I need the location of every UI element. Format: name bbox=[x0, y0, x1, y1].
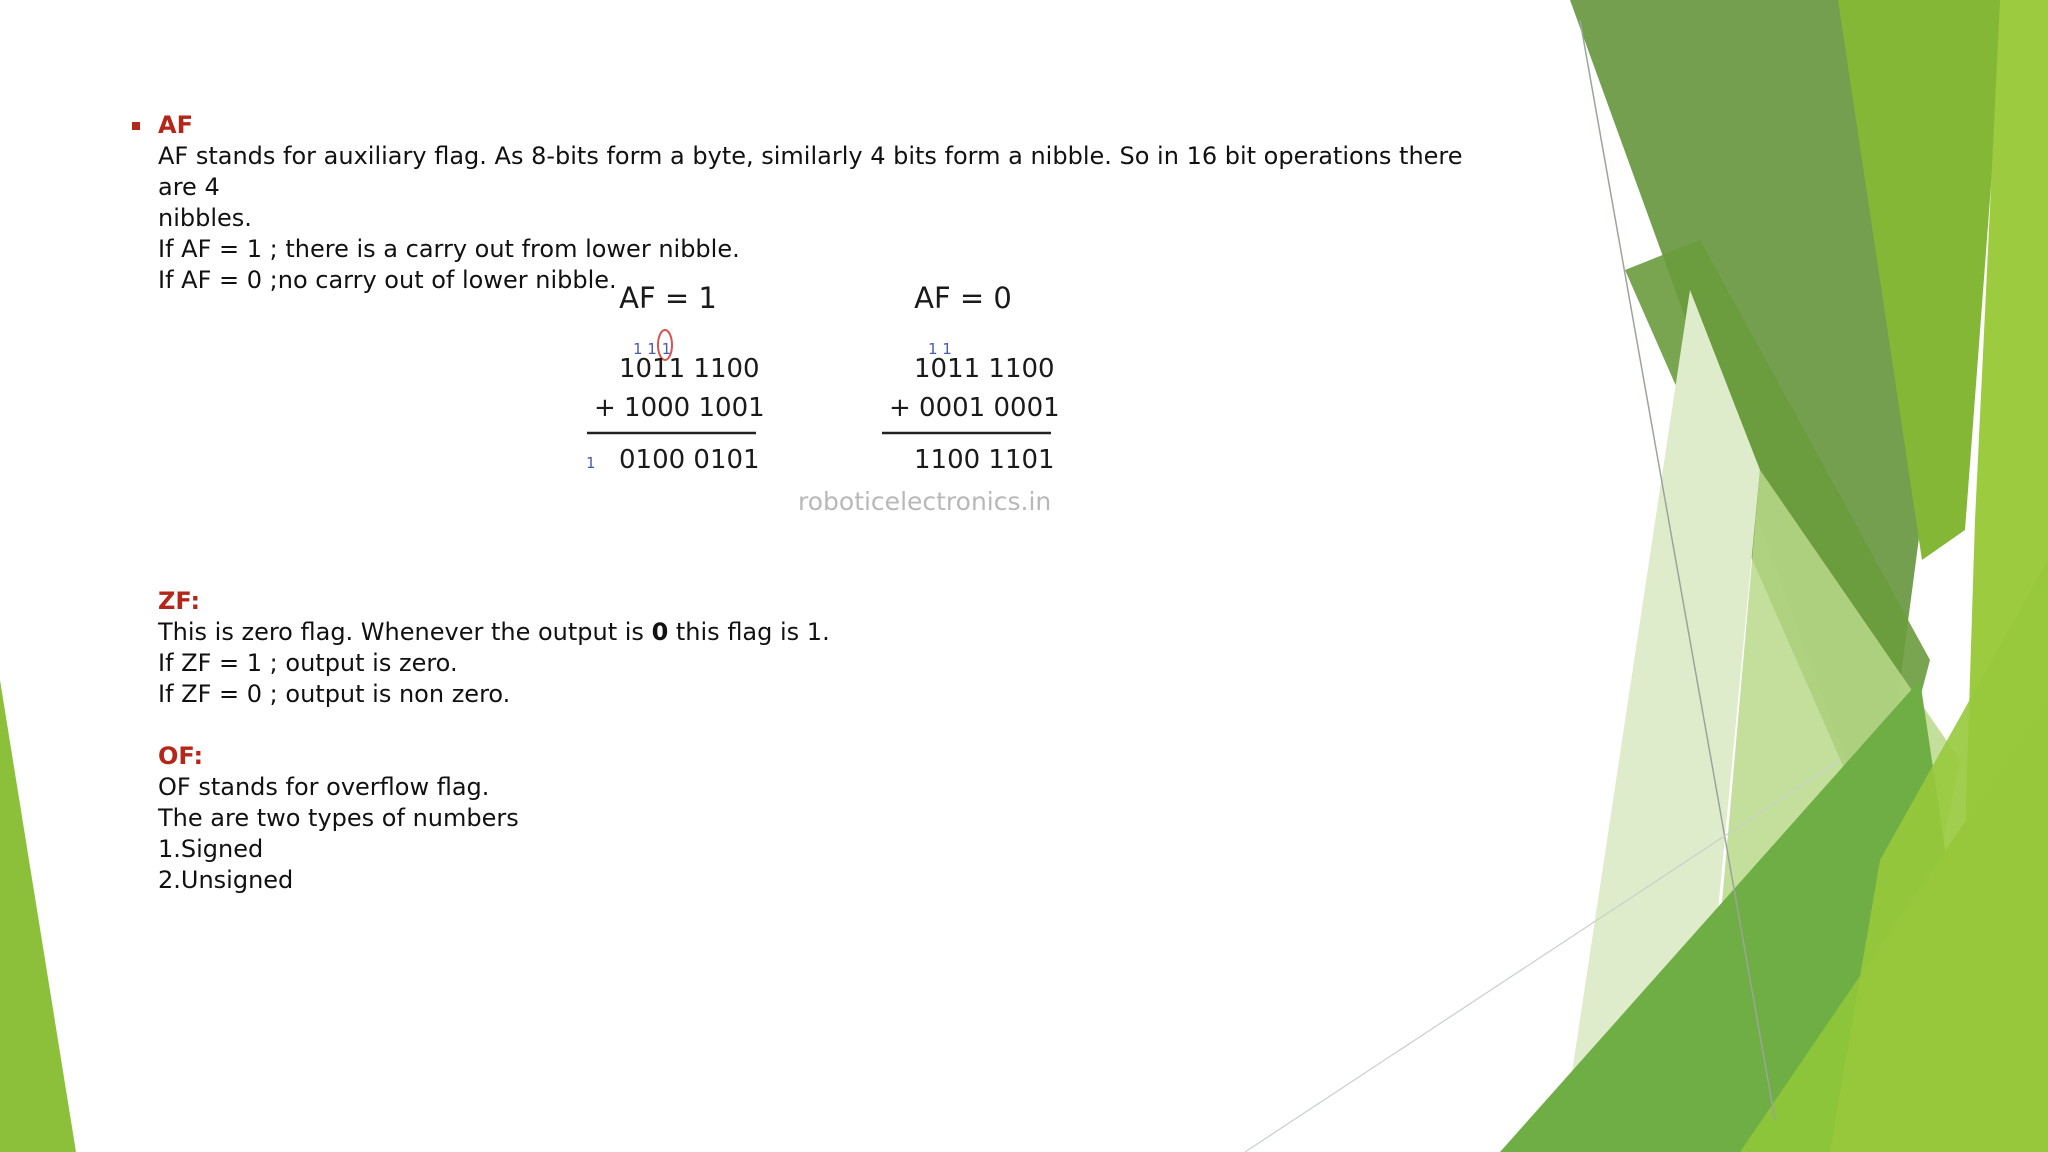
fig-left-carry: 1 1 1 bbox=[633, 340, 672, 358]
fig-left-operand2: + 1000 1001 bbox=[594, 393, 765, 423]
of-types-intro: The are two types of numbers bbox=[158, 804, 519, 832]
zf-description bbox=[158, 617, 1498, 648]
af-rule-0: If AF = 0 ;no carry out of lower nibble. bbox=[158, 266, 617, 294]
af-description-line-1: AF stands for auxiliary flag. As 8-bits form a byte, similarly 4 bits form a nibble. So in 16 bit operations there are 4 bbox=[158, 142, 1463, 201]
fig-left-title: AF = 1 bbox=[619, 281, 717, 315]
af-rule-1: If AF = 1 ; there is a carry out from lower nibble. bbox=[158, 235, 740, 263]
fig-right-result: 1100 1101 bbox=[914, 445, 1055, 475]
fig-right-operand2: + 0001 0001 bbox=[889, 393, 1060, 423]
bullet-square-icon bbox=[132, 122, 140, 130]
fig-right-operand1: 1011 1100 bbox=[914, 354, 1055, 384]
fig-left-operand1: 1011 1100 bbox=[619, 354, 760, 384]
fig-right-title: AF = 0 bbox=[914, 281, 1012, 315]
af-description-line-2: nibbles. bbox=[158, 204, 252, 232]
fig-right-carry: 1 1 bbox=[928, 340, 952, 358]
of-type-signed: 1.Signed bbox=[158, 835, 264, 863]
of-type-unsigned: 2.Unsigned bbox=[158, 866, 294, 894]
af-heading: AF bbox=[158, 111, 193, 139]
zf-rule-0: If ZF = 0 ; output is non zero. bbox=[158, 680, 511, 708]
zf-description-a: This is zero flag. Whenever the output is bbox=[158, 618, 652, 646]
zf-rule-1: If ZF = 1 ; output is zero. bbox=[158, 649, 458, 677]
zf-description-bold: 0 bbox=[651, 618, 669, 646]
of-heading: OF: bbox=[158, 742, 204, 770]
zf-description-b: this flag is 1. bbox=[668, 618, 830, 646]
zf-heading: ZF: bbox=[158, 587, 201, 615]
fig-left-result: 0100 0101 bbox=[619, 445, 760, 475]
spacer bbox=[158, 710, 1498, 741]
of-description: OF stands for overflow flag. bbox=[158, 773, 490, 801]
af-example-figure bbox=[560, 270, 1060, 525]
fig-watermark: roboticelectronics.in bbox=[798, 487, 1052, 516]
fig-left-carry-out: 1 bbox=[586, 454, 596, 472]
left-green-sliver bbox=[0, 680, 76, 1152]
